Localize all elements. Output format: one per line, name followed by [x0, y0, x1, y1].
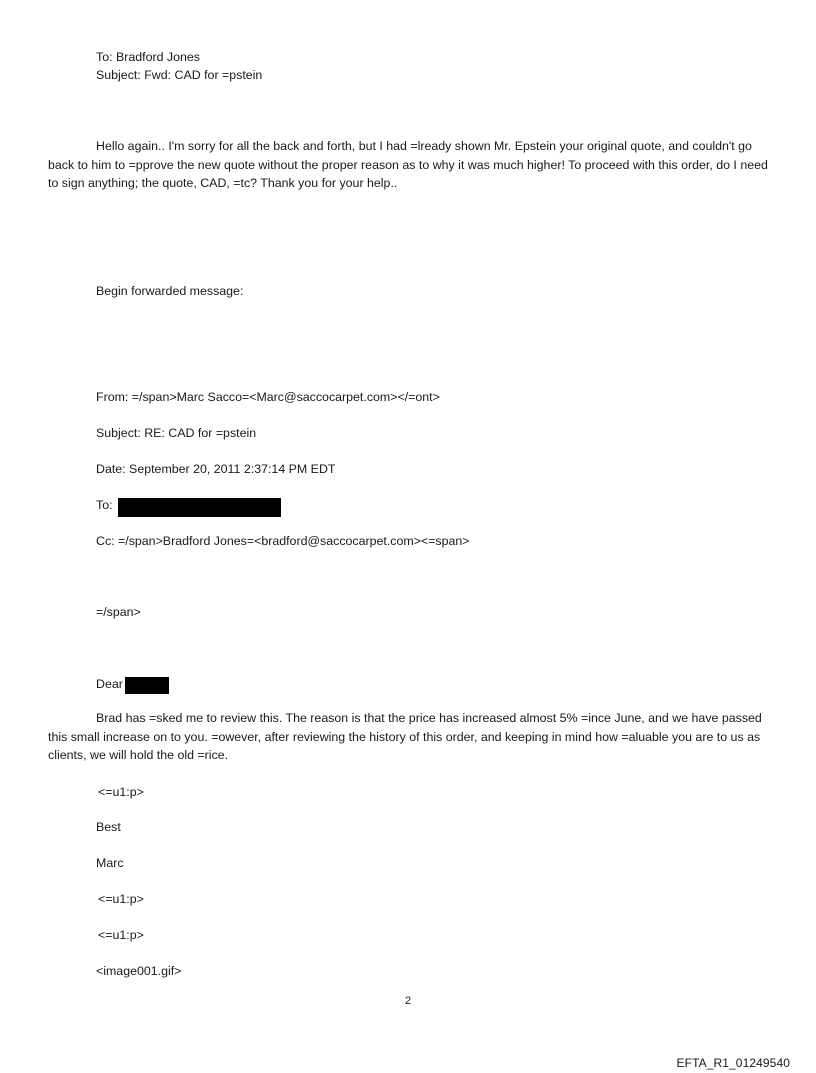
forwarded-message-label: Begin forwarded message:	[96, 284, 244, 298]
redaction-box-greeting-name	[125, 677, 169, 694]
tag-line: <=u1:p>	[98, 928, 144, 942]
forwarded-subject-line: Subject: RE: CAD for =pstein	[96, 426, 257, 440]
document-id-footer: EFTA_R1_01249540	[676, 1056, 790, 1070]
signature-line: Marc	[96, 856, 124, 870]
intro-paragraph: Hello again.. I'm sorry for all the back and forth, but I had =lready shown Mr. Epstein your original quote, and couldn't go back to him to =pprove the new quote without the proper reason as to why it was much higher! To proceed with this order, do I need to sign anything; the quote, CAD, =tc? Thank you for your help..	[48, 139, 768, 190]
cc-line: Cc: =/span>Bradford Jones=<bradford@saccocarpet.com><=span>	[96, 534, 470, 548]
attachment-line: <image001.gif>	[96, 964, 182, 978]
greeting: Dear	[96, 677, 123, 691]
closing-line: Best	[96, 820, 121, 834]
forwarded-to-label: To:	[96, 498, 113, 512]
span-close-text: =/span>	[96, 605, 141, 619]
subject-line: Subject: Fwd: CAD for =pstein	[96, 68, 263, 82]
to-line: To: Bradford Jones	[96, 50, 201, 64]
redaction-box-recipient	[118, 498, 281, 517]
from-line: From: =/span>Marc Sacco=<Marc@saccocarpet.com></=ont>	[96, 390, 440, 404]
page-number: 2	[404, 995, 412, 1007]
message-paragraph: Brad has =sked me to review this. The reason is that the price has increased almost 5% =ince June, and we have passed this small increase on to you. =owever, after reviewing the history of this order, and keeping in mind how =aluable you are to us as clients, we will hold the old =rice.	[48, 711, 762, 762]
date-line: Date: September 20, 2011 2:37:14 PM EDT	[96, 462, 336, 476]
tag-line: <=u1:p>	[98, 785, 144, 799]
tag-line: <=u1:p>	[98, 892, 144, 906]
